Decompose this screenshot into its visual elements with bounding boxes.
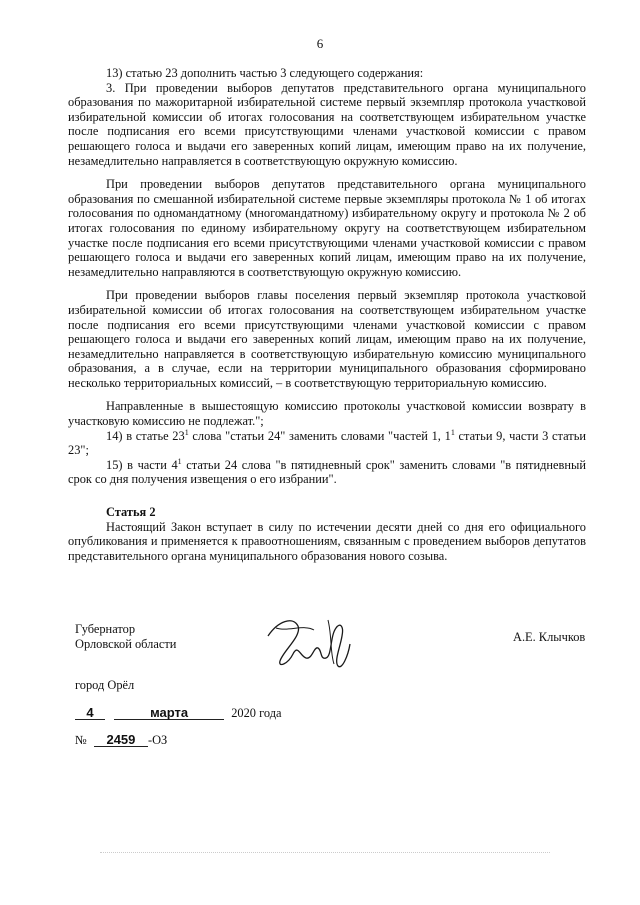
handwritten-signature <box>258 606 358 676</box>
governor-title <box>75 622 176 652</box>
governor-title-line2: Орловской области <box>75 637 177 651</box>
paragraph-3-1: 3. При проведении выборов депутатов представительного органа муниципального образования по мажоритарной избирательной системе первый экземпляр протокола участковой избирательной комиссии об итогах голосования на соответствующем избирательном участке после подписания его всеми присутствующими членами участковой комиссии с правом решающего голоса и выдачи его заверенных копий лицам, имеющим право на их получение, незамедлительно направляется в соответствующую окружную комиссию. <box>68 80 586 168</box>
signing-date <box>75 706 282 721</box>
item-14: 14) в статье $23^1$ слова "статьи 24" заменить словами "частей 1, $1^1$ статьи 9, части 3 статьи 23"; <box>68 427 586 458</box>
governor-title-line1: Губернатор <box>75 622 136 636</box>
governor-name: А.Е. Клычков <box>513 630 586 644</box>
paragraph-3-3: При проведении выборов главы поселения первый экземпляр протокола участковой избирательной комиссии об итогах голосования на соответствующем избирательном участке после подписания его всеми присутствующими членами участковой комиссии с правом решающего голоса и выдачи его заверенных копий лицам, имеющим право на их получение, незамедлительно направляется в соответствующую избирательную комиссию муниципального образования, а в случае, если на территории муниципального образования сформировано несколько территориальных комиссий, – в соответствующую территориальную комиссию. <box>68 288 586 390</box>
law-number-value: 2459 <box>94 733 148 747</box>
item-13-intro: 13) статью 23 дополнить частью 3 следующего содержания: <box>106 66 424 80</box>
law-number-prefix: № <box>75 733 87 747</box>
scan-artifact-line <box>100 852 550 854</box>
article-2-title: Статья 2 <box>106 505 156 520</box>
city: город Орёл <box>75 678 135 692</box>
document-body <box>68 66 586 563</box>
article-2-text: Настоящий Закон вступает в силу по истечении десяти дней со дня его официального опубликования и применяется к правоотношениям, связанным с проведением выборов депутатов представительного органа муниципального образования нового созыва. <box>68 519 586 563</box>
paragraph-3-2: При проведении выборов депутатов представительного органа муниципального образования по смешанной избирательной системе первые экземпляры протокола № 1 об итогах голосования по одномандатному (многомандатному) избирательному округу и протокола № 2 об итогах голосования по единому избирательному округу на соответствующем избирательном участке после подписания его всеми присутствующими членами участковой комиссии с правом решающего голоса и выдачи его заверенных копий лицам, имеющим право на их получение, незамедлительно направляются в соответствующую окружную комиссию. <box>68 177 586 279</box>
law-number-suffix: -ОЗ <box>147 733 168 747</box>
page-number: 6 <box>316 36 324 51</box>
date-year: 2020 года <box>231 706 282 720</box>
paragraph-3-4: Направленные в вышестоящую комиссию протоколы участковой комиссии возврату в участковую комиссию не подлежат."; <box>68 399 586 429</box>
date-month: марта <box>114 706 224 720</box>
date-day: 4 <box>75 706 105 720</box>
law-number <box>75 733 167 748</box>
item-15: 15) в части $4^1$ статьи 24 слова "в пятидневный срок" заменить словами "в пятидневный срок со дня получения извещения о его избрании". <box>68 456 586 487</box>
